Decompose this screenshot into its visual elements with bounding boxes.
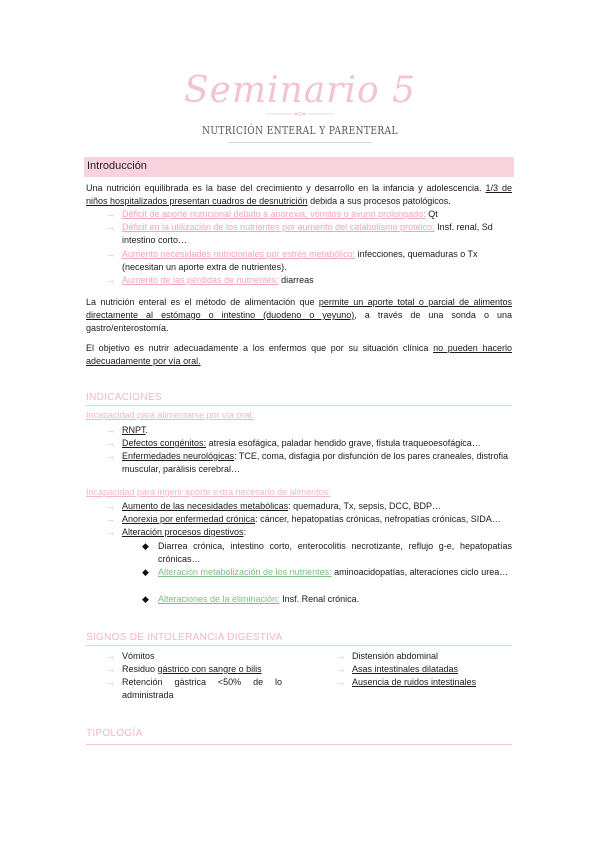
- list-item: [106, 513, 512, 526]
- list-item: [106, 676, 296, 702]
- page-subtitle: NUTRICIÓN ENTERAL Y PARENTERAL: [202, 124, 398, 137]
- list-item: [106, 450, 512, 476]
- subtitle-divider: [228, 142, 372, 143]
- underlined-text: permite un aporte total o parcial de alimentos directamente al estómago o intestino (duodeno o yeyuno): [86, 297, 512, 320]
- text: : cáncer, hepatopatías crónicas, nefropatías crónicas, SIDA…: [255, 514, 501, 524]
- section-divider: [86, 645, 512, 646]
- text: Qt: [425, 209, 438, 219]
- title-ornament-icon: [260, 110, 340, 118]
- highlight-link[interactable]: Déficit en la utilización de los nutrientes por aumento del catabolismo proteico:: [122, 222, 435, 232]
- text: :: [243, 527, 247, 537]
- arrow-right-icon: →: [106, 209, 115, 219]
- diamond-bullet-icon: ◆: [142, 541, 149, 551]
- underlined-text: Ausencia de ruidos intestinales: [352, 677, 477, 687]
- category-heading: Incapacidad para alimentarse por vía oral:: [86, 410, 255, 420]
- list-item: [336, 650, 512, 663]
- sub-list-item: [142, 566, 512, 579]
- underlined-text: Enfermedades neurológicas: [122, 451, 235, 461]
- underlined-text: Defectos congénitos:: [122, 438, 207, 448]
- list-item: [106, 424, 512, 437]
- arrow-right-icon: →: [106, 425, 115, 435]
- list-item: [106, 526, 512, 539]
- list-item: [106, 274, 512, 287]
- sub-list-item: [142, 540, 512, 566]
- sub-list-item: [142, 593, 512, 606]
- intro-paragraph-2: [86, 296, 512, 335]
- arrow-right-icon: →: [336, 677, 345, 687]
- section-divider: [86, 405, 512, 406]
- text: Vómitos: [122, 651, 155, 661]
- text: .: [145, 425, 149, 435]
- arrow-right-icon: →: [336, 664, 345, 674]
- section-heading-signos: SIGNOS DE INTOLERANCIA DIGESTIVA: [86, 632, 283, 643]
- underlined-text: Aumento de las necesidades metabólicas: [122, 501, 289, 511]
- arrow-right-icon: →: [106, 222, 115, 232]
- underlined-text: 1/3 de niños hospitalizados presentan cuadros de desnutrición: [86, 183, 512, 206]
- text: Residuo: [122, 664, 158, 674]
- text: infecciones, quemaduras o Tx (necesitan un aporte extra de nutrientes).: [122, 249, 478, 272]
- diamond-bullet-icon: ◆: [142, 594, 149, 604]
- arrow-right-icon: →: [336, 651, 345, 661]
- underlined-text: RNPT: [122, 425, 146, 435]
- text: La nutrición enteral es el método de alimentación que: [86, 297, 319, 307]
- section-heading: Introducción: [87, 160, 147, 172]
- highlight-link[interactable]: Aumento necesidades nutricionales por estrés metabólico:: [122, 249, 356, 259]
- highlight-link[interactable]: Aumento de las pérdidas de nutrientes:: [122, 275, 279, 285]
- list-item: [106, 221, 512, 247]
- intro-paragraph-3: [86, 342, 512, 368]
- arrow-right-icon: →: [106, 438, 115, 448]
- arrow-right-icon: →: [106, 275, 115, 285]
- section-heading-tipologia: TIPOLOGÍA: [86, 728, 143, 739]
- list-item: [336, 663, 512, 676]
- arrow-right-icon: →: [106, 514, 115, 524]
- highlight-link[interactable]: Alteración metabolización de los nutrientes:: [158, 567, 332, 577]
- arrow-right-icon: →: [106, 677, 115, 687]
- arrow-right-icon: →: [106, 651, 115, 661]
- diamond-bullet-icon: ◆: [142, 567, 149, 577]
- highlight-link[interactable]: Déficit de aporte nutricional debido a anorexia, vómitos o ayuno prolongado:: [122, 209, 426, 219]
- arrow-right-icon: →: [106, 664, 115, 674]
- arrow-right-icon: →: [106, 451, 115, 461]
- text: , a través de una sonda o una gastro/enterostomía.: [86, 310, 512, 333]
- arrow-right-icon: →: [106, 249, 115, 259]
- text: Una nutrición equilibrada es la base del crecimiento y desarrollo en la infancia y adolescencia.: [86, 183, 486, 193]
- list-item: [106, 663, 306, 676]
- underlined-text: gástrico con sangre o bilis: [157, 664, 262, 674]
- section-divider: [86, 744, 512, 745]
- highlight-link[interactable]: Alteraciones de la eliminación:: [158, 594, 280, 604]
- list-item: [106, 650, 296, 663]
- list-item: [106, 500, 512, 513]
- page-title: Seminario 5: [183, 70, 416, 111]
- text: Diarrea crónica, intestino corto, enterocolitis necrotizante, reflujo g-e, hepatopatías crónicas…: [158, 541, 512, 564]
- underlined-text: Anorexia por enfermedad crónica: [122, 514, 256, 524]
- text: Insf. Renal crónica.: [279, 594, 360, 604]
- text: atresia esofágica, paladar hendido grave, fístula traqueoesofágica…: [206, 438, 481, 448]
- category-heading: Incapacidad para ingerir aporte extra necesario de alimentos:: [86, 487, 331, 497]
- underlined-text: no pueden hacerlo adecuadamente por vía oral.: [86, 343, 512, 366]
- text: El objetivo es nutrir adecuadamente a los enfermos que por su situación clínica: [86, 343, 434, 353]
- text: debida a sus procesos patológicos.: [307, 196, 451, 206]
- intro-paragraph-1: [86, 182, 512, 208]
- text: Retención gástrica <50% de lo administrada: [122, 677, 282, 700]
- underlined-text: Alteración procesos digestivos: [122, 527, 244, 537]
- text: aminoacidopatías, alteraciones ciclo urea…: [331, 567, 509, 577]
- arrow-right-icon: →: [106, 501, 115, 511]
- text: Distensión abdominal: [352, 651, 439, 661]
- arrow-right-icon: →: [106, 527, 115, 537]
- list-item: [106, 208, 512, 221]
- text: : quemadura, Tx, sepsis, DCC, BDP…: [288, 501, 441, 511]
- text: diarreas: [278, 275, 314, 285]
- underlined-text: Asas intestinales dilatadas: [352, 664, 459, 674]
- section-heading-indicaciones: INDICACIONES: [86, 392, 162, 403]
- section-header-intro: [84, 157, 514, 177]
- list-item: [106, 248, 512, 274]
- text: Insf. renal, Sd intestino corto…: [122, 222, 493, 245]
- list-item: [106, 437, 512, 450]
- text: : TCE, coma, disfagia por disfunción de los pares craneales, distrofia muscular, parálisis cerebral…: [122, 451, 509, 474]
- list-item: [336, 676, 512, 689]
